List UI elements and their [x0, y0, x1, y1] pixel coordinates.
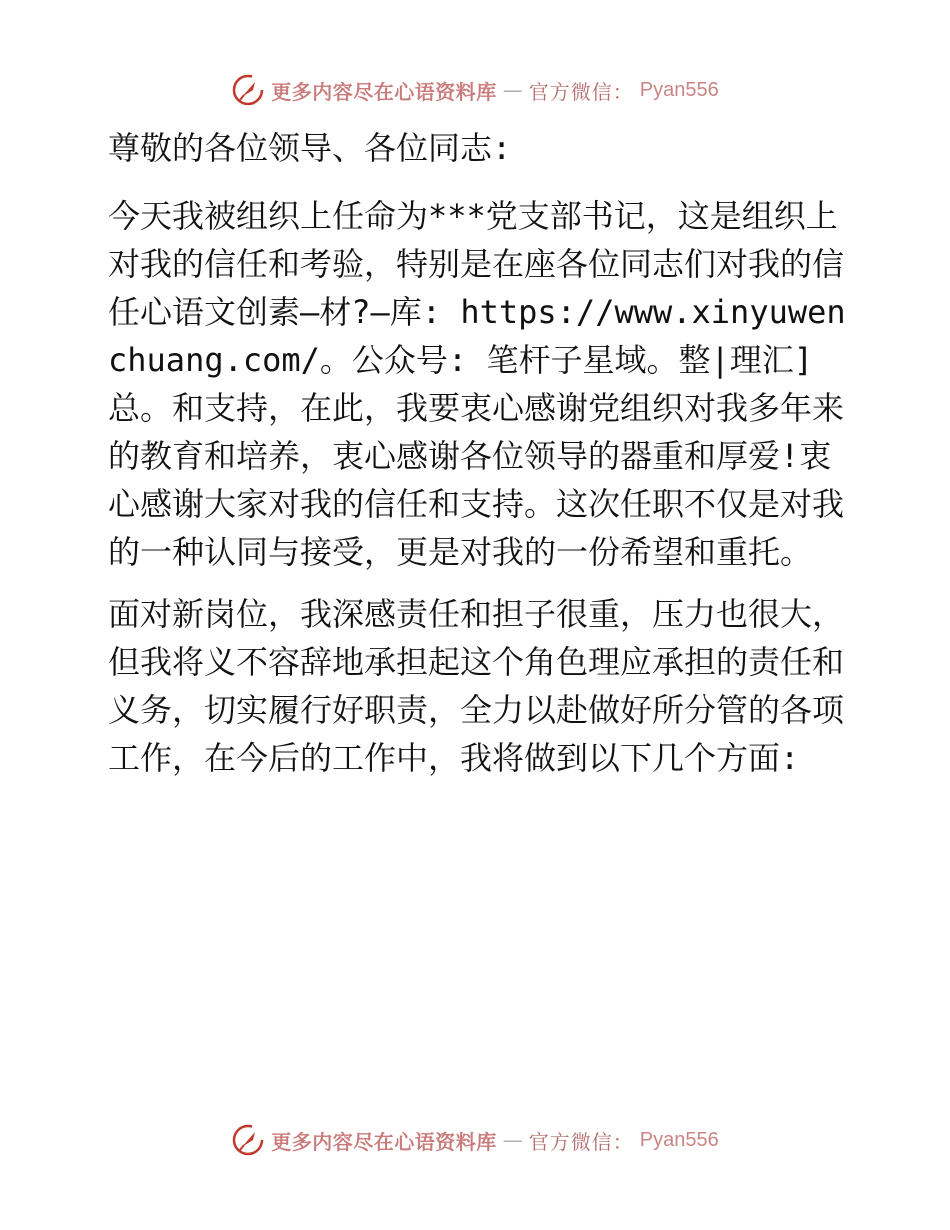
watermark-main-text: 更多内容尽在心语资料库 — [271, 79, 497, 104]
quill-logo-icon — [231, 73, 265, 107]
document-body — [98, 124, 858, 796]
watermark-separator: — — [502, 78, 523, 102]
watermark-wechat-id: Pyan556 — [639, 1128, 719, 1151]
paragraph-greeting: 尊敬的各位领导、各位同志: — [108, 129, 512, 167]
footer-watermark — [0, 1120, 950, 1160]
quill-logo-icon — [231, 1123, 265, 1157]
watermark-sub-text: 官方微信： — [528, 1129, 634, 1154]
header-watermark — [0, 70, 950, 110]
watermark-wechat-id: Pyan556 — [639, 78, 719, 101]
watermark-sub-text: 官方微信： — [528, 79, 634, 104]
paragraph-commitment: 面对新岗位，我深感责任和担子很重，压力也很大，但我将义不容辞地承担起这个角色理应承担的责任和义务，切实履行好职责，全力以赴做好所分管的各项工作，在今后的工作中，我将做到以下几个方面: — [108, 595, 845, 777]
watermark-separator: — — [502, 1128, 523, 1152]
watermark-main-text: 更多内容尽在心语资料库 — [271, 1129, 497, 1154]
paragraph-appointment: 今天我被组织上任命为***党支部书记，这是组织上对我的信任和考验，特别是在座各位同志们对我的信任心语文创素—材?—库: https://www.xinyuwenchuang.com/。公众号: 笔杆子星域。整|理汇]总。和支持，在此，我要衷心感谢党组织对我多年来的教育和培养，衷心感谢各位领导的器重和厚爱!衷心感谢大家对我的信任和支持。这次任职不仅是对我的一种认同与接受，更是对我的一份希望和重托。 — [108, 197, 846, 571]
